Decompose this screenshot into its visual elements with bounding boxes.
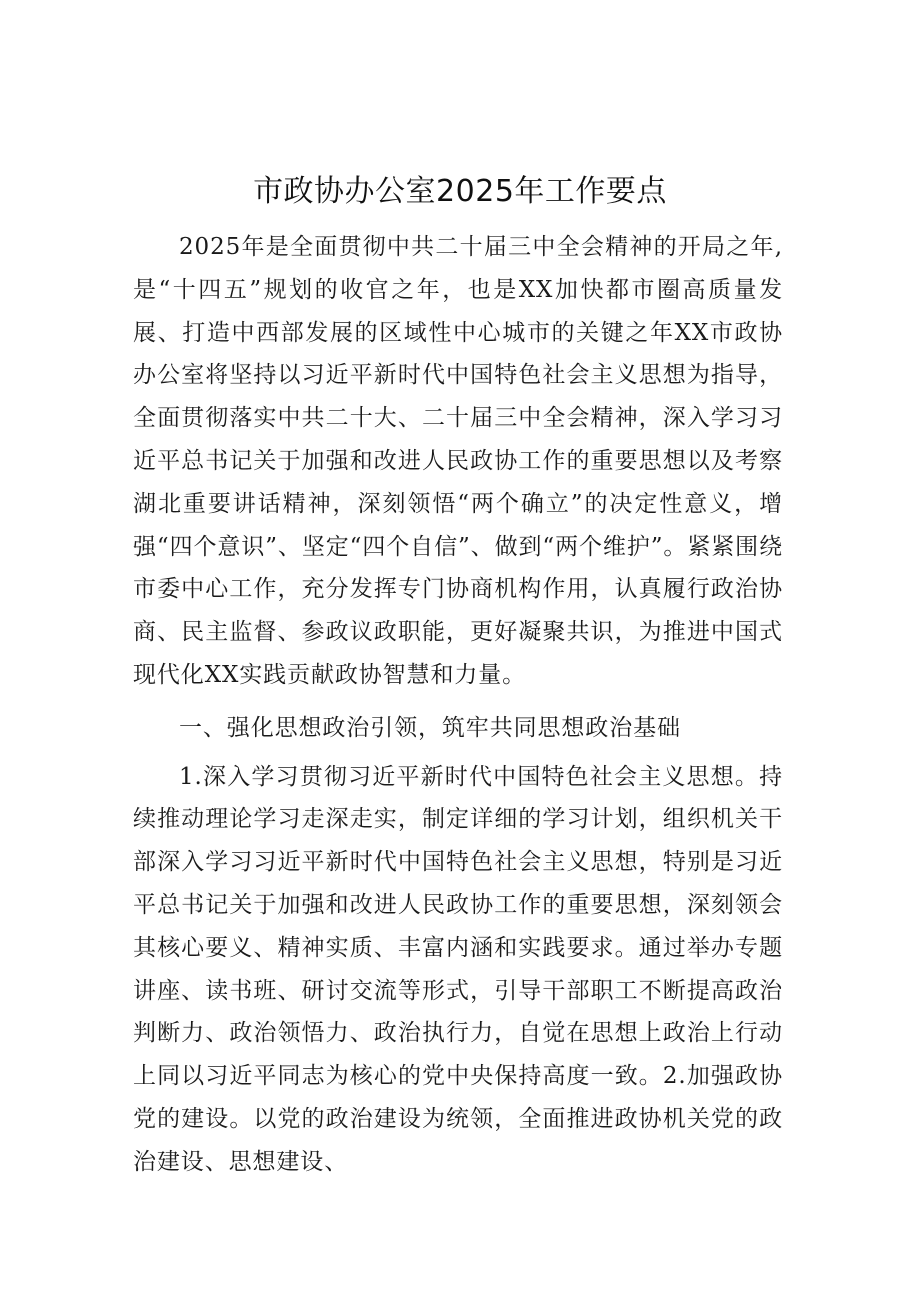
section-1-paragraph: 1.深入学习贯彻习近平新时代中国特色社会主义思想。持续推动理论学习走深走实，制定详细的学习计划，组织机关干部深入学习习近平新时代中国特色社会主义思想，特别是习近平总书记关于加强和改进人民政协工作的重要思想，深刻领会其核心要义、精神实质、丰富内涵和实践要求。通过举办专题讲座、读书班、研讨交流等形式，引导干部职工不断提高政治判断力、政治领悟力、政治执行力，自觉在思想上政治上行动上同以习近平同志为核心的党中央保持高度一致。2.加强政协党的建设。以党的政治建设为统领，全面推进政协机关党的政治建设、思想建设、 <box>133 763 783 1175</box>
document-title: 市政协办公室2025年工作要点 <box>253 174 667 209</box>
intro-paragraph: 2025年是全面贯彻中共二十届三中全会精神的开局之年,是“十四五”规划的收官之年，也是XX加快都市圈高质量发展、打造中西部发展的区域性中心城市的关键之年XX市政协办公室将坚持以习近平新时代中国特色社会主义思想为指导，全面贯彻落实中共二十大、二十届三中全会精神，深入学习习近平总书记关于加强和改进人民政协工作的重要思想以及考察湖北重要讲话精神，深刻领悟“两个确立”的决定性意义，增强“四个意识”、坚定“四个自信”、做到“两个维护”。紧紧围绕市委中心工作，充分发挥专门协商机构作用，认真履行政治协商、民主监督、参政议政职能，更好凝聚共识，为推进中国式现代化XX实践贡献政协智慧和力量。 <box>133 234 783 688</box>
document-body <box>133 226 783 1184</box>
section-heading-1: 一、强化思想政治引领，筑牢共同思想政治基础 <box>179 714 681 741</box>
